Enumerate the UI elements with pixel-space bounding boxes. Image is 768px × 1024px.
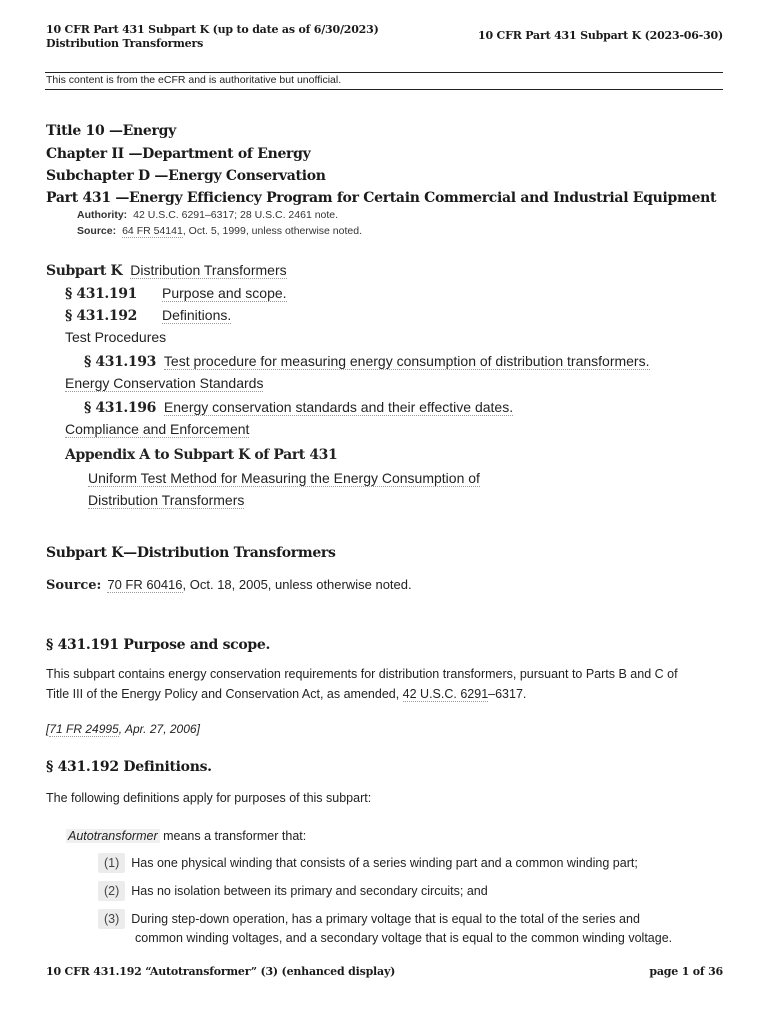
toc-appendix-label xyxy=(65,446,337,463)
citation-open: [ xyxy=(46,722,50,736)
toc-item-num: § 431.196 xyxy=(84,400,156,416)
header-citation: 10 CFR Part 431 Subpart K (2023-06-30) xyxy=(478,29,723,42)
definition-text: means a transformer that: xyxy=(159,829,307,843)
authority-label: Authority: xyxy=(77,209,128,221)
toc-item-link[interactable]: Test procedure for measuring energy consumption of distribution transformers. xyxy=(163,353,650,369)
paragraph-number: (1) xyxy=(98,853,125,873)
subpart-source-line xyxy=(46,575,412,596)
footer-citation: 10 CFR 431.192 “Autotransformer” (3) (enhanced display) xyxy=(46,965,396,978)
subpart-heading: Subpart K—Distribution Transformers xyxy=(46,545,336,561)
header-divider-bottom xyxy=(45,89,723,90)
defined-term: Autotransformer xyxy=(68,829,158,843)
section-431-191-body-line2 xyxy=(46,684,726,704)
toc-item-431-193 xyxy=(84,353,650,370)
definition-item-3 xyxy=(98,909,640,929)
toc-subpart xyxy=(46,262,287,279)
toc-item-431-196 xyxy=(84,399,513,416)
definition-item-text: Has one physical winding that consists of a series winding part and a common winding part; xyxy=(131,856,638,870)
toc-item-431-191 xyxy=(65,285,287,302)
toc-subpart-link[interactable]: Distribution Transformers xyxy=(130,262,287,278)
toc-compliance-link[interactable]: Compliance and Enforcement xyxy=(65,421,250,437)
definition-autotransformer xyxy=(66,826,306,846)
header-document-title xyxy=(46,23,379,51)
section-431-191-body xyxy=(46,664,726,704)
header-divider-top xyxy=(45,72,723,73)
authority-text: 42 U.S.C. 6291–6317; 28 U.S.C. 2461 note. xyxy=(133,209,339,221)
source-line xyxy=(77,225,362,237)
toc-compliance xyxy=(65,421,249,437)
definition-item-text: During step-down operation, has a primary voltage that is equal to the total of the series and xyxy=(131,912,640,926)
definition-item-1 xyxy=(98,853,638,873)
toc-item-431-192 xyxy=(65,307,231,324)
toc-test-procedures: Test Procedures xyxy=(65,329,167,345)
toc-appendix-line2 xyxy=(88,492,244,508)
toc-item-num: § 431.193 xyxy=(84,354,156,370)
toc-energy-conservation-standards xyxy=(65,375,263,391)
section-431-191-citation xyxy=(46,719,200,739)
toc-ecs-link[interactable]: Energy Conservation Standards xyxy=(65,375,264,391)
hierarchy-part: Part 431 —Energy Efficiency Program for Certain Commercial and Industrial Equipment xyxy=(46,190,717,206)
paragraph-number: (3) xyxy=(98,909,125,929)
authority-line xyxy=(77,209,338,221)
hierarchy-chapter: Chapter II —Department of Energy xyxy=(46,146,311,162)
toc-item-link[interactable]: Energy conservation standards and their effective dates. xyxy=(163,399,514,415)
section-431-192-heading: § 431.192 Definitions. xyxy=(46,759,212,775)
toc-appendix-link-2[interactable]: Distribution Transformers xyxy=(88,492,245,508)
definition-item-3-cont: common winding voltages, and a secondary voltage that is equal to the common winding voltage. xyxy=(135,931,673,945)
definition-item-text: Has no isolation between its primary and secondary circuits; and xyxy=(131,884,488,898)
subpart-source-label: Source: xyxy=(46,578,102,593)
section-431-191-body-line1: This subpart contains energy conservation requirements for distribution transformers, pursuant to Parts B and C of xyxy=(46,667,678,681)
paragraph-number: (2) xyxy=(98,881,125,901)
source-link[interactable]: 64 FR 54141 xyxy=(122,225,183,237)
hierarchy-title: Title 10 —Energy xyxy=(46,123,176,139)
toc-item-link[interactable]: Purpose and scope. xyxy=(162,285,287,301)
usc-link[interactable]: 42 U.S.C. 6291 xyxy=(402,687,489,701)
source-label: Source: xyxy=(77,225,117,237)
body-text: Title III of the Energy Policy and Conservation Act, as amended, xyxy=(46,687,403,701)
toc-item-num: § 431.191 xyxy=(65,286,137,302)
toc-item-num: § 431.192 xyxy=(65,308,137,324)
definition-item-2 xyxy=(98,881,488,901)
header-title-line1: 10 CFR Part 431 Subpart K (up to date as of 6/30/2023) xyxy=(46,23,379,36)
body-text-end: –6317. xyxy=(488,687,527,701)
section-431-192-intro: The following definitions apply for purposes of this subpart: xyxy=(46,791,372,805)
header-title-line2: Distribution Transformers xyxy=(46,37,204,50)
toc-subpart-label: Subpart K xyxy=(46,263,123,279)
hierarchy-subchapter: Subchapter D —Energy Conservation xyxy=(46,168,326,184)
toc-appendix-heading: Appendix A to Subpart K of Part 431 xyxy=(65,447,338,463)
citation-text: , Apr. 27, 2006] xyxy=(118,722,200,736)
subpart-source-text: , Oct. 18, 2005, unless otherwise noted. xyxy=(182,577,412,592)
page-number: page 1 of 36 xyxy=(649,965,723,978)
toc-appendix-line1 xyxy=(88,470,480,486)
toc-item-link[interactable]: Definitions. xyxy=(162,307,232,323)
subpart-source-link[interactable]: 70 FR 60416 xyxy=(107,577,183,592)
section-431-191-heading: § 431.191 Purpose and scope. xyxy=(46,637,271,653)
citation-link[interactable]: 71 FR 24995 xyxy=(49,722,119,736)
source-text: , Oct. 5, 1999, unless otherwise noted. xyxy=(182,225,362,237)
disclaimer-text: This content is from the eCFR and is authoritative but unofficial. xyxy=(46,74,342,86)
toc-appendix-link[interactable]: Uniform Test Method for Measuring the Energy Consumption of xyxy=(88,470,480,486)
